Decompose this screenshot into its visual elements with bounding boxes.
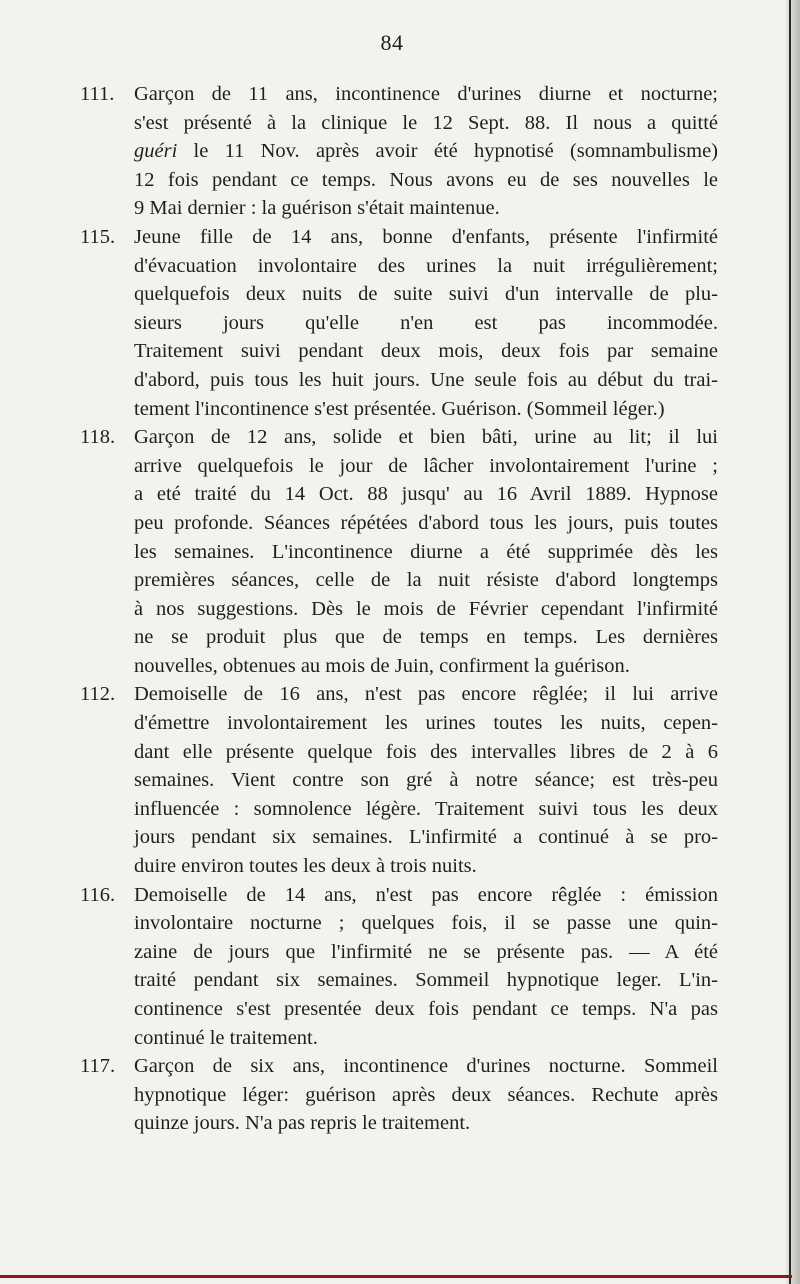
text-line: Demoiselle de 14 ans, n'est pas encore rêglée : émission [134, 883, 718, 906]
case-number: 111. [80, 83, 115, 105]
case-number: 117. [80, 1055, 116, 1078]
case-list [80, 80, 718, 1138]
case-entry [80, 223, 718, 423]
text-line: continence s'est presentée deux fois pendant ce temps. N'a pas [134, 998, 718, 1020]
text-line: traité pendant six semaines. Sommeil hypnotique leger. L'in- [134, 969, 718, 992]
page-number: 84 [380, 30, 404, 55]
text-line: 9 Mai dernier : la guérison s'était maintenue. [134, 197, 500, 220]
case-entry [80, 80, 718, 223]
case-number: 115. [80, 225, 116, 248]
text-line: d'émettre involontairement les urines toutes les nuits, cepen- [134, 712, 718, 735]
case-entry [80, 423, 718, 680]
text-line: premières séances, celle de la nuit résiste d'abord longtemps [134, 569, 718, 592]
text-line: a eté traité du 14 Oct. 88 jusqu' au 16 Avril 1889. Hypnose [134, 483, 718, 506]
italic-word: guéri [134, 140, 178, 163]
text-line: dant elle présente quelque fois des intervalles libres de 2 à 6 [134, 740, 718, 763]
text-line: zaine de jours que l'infirmité ne se présente pas. — A été [134, 940, 718, 963]
text-segment: le 11 Nov. après avoir été hypnotisé (somnambulisme) [177, 140, 718, 163]
case-entry [80, 1052, 718, 1138]
text-line: Garçon de 11 ans, incontinence d'urines diurne et nocturne; [134, 83, 718, 105]
text-line: quinze jours. N'a pas repris le traitement. [134, 1112, 471, 1135]
text-line: Garçon de 12 ans, solide et bien bâti, urine au lit; il lui [134, 426, 718, 449]
text-line: quelquefois deux nuits de suite suivi d'un intervalle de plu- [134, 283, 718, 306]
case-number: 112. [80, 683, 116, 706]
text-line: Jeune fille de 14 ans, bonne d'enfants, présente l'infirmité [134, 225, 718, 248]
text-line: arrive quelquefois le jour de lâcher involontairement l'urine ; [134, 454, 718, 477]
text-line: s'est présenté à la clinique le 12 Sept. 88. Il nous a quitté [134, 111, 718, 134]
case-number: 116. [80, 883, 116, 906]
text-line: 12 fois pendant ce temps. Nous avons eu de ses nouvelles le [134, 168, 718, 191]
text-line: Traitement suivi pendant deux mois, deux fois par semaine [134, 340, 718, 363]
text-line: peu profonde. Séances répétées d'abord tous les jours, puis toutes [134, 511, 718, 534]
text-line: tement l'incontinence s'est présentée. Guérison. (Sommeil léger.) [134, 397, 665, 420]
case-entry [80, 680, 718, 880]
text-line: jours pendant six semaines. L'infirmité a continué à se pro- [134, 826, 718, 849]
case-number: 118. [80, 426, 116, 449]
page-edge-line [789, 0, 791, 1284]
text-line [134, 137, 718, 166]
text-line: d'évacuation involontaire des urines la nuit irrégulièrement; [134, 254, 718, 277]
case-entry [80, 881, 718, 1053]
text-line: hypnotique léger: guérison après deux séances. Rechute après [134, 1083, 718, 1106]
text-line: les semaines. L'incontinence diurne a été supprimée dès les [134, 540, 718, 563]
text-line: sieurs jours qu'elle n'en est pas incommodée. [134, 311, 718, 334]
text-line: Garçon de six ans, incontinence d'urines nocturne. Sommeil [134, 1055, 718, 1078]
text-line: semaines. Vient contre son gré à notre séance; est très-peu [134, 769, 718, 792]
bottom-rule [0, 1275, 792, 1278]
text-line: ne se produit plus que de temps en temps. Les dernières [134, 626, 718, 649]
text-line: Demoiselle de 16 ans, n'est pas encore rêglée; il lui arrive [134, 683, 718, 706]
text-line: involontaire nocturne ; quelques fois, il se passe une quin- [134, 912, 718, 935]
text-line: influencée : somnolence légère. Traitement suivi tous les deux [134, 797, 718, 820]
text-line: continué le traitement. [134, 1026, 318, 1049]
text-line: duire environ toutes les deux à trois nuits. [134, 855, 477, 878]
text-line: nouvelles, obtenues au mois de Juin, confirment la guérison. [134, 654, 630, 677]
text-line: d'abord, puis tous les huit jours. Une seule fois au début du trai- [134, 368, 718, 391]
text-line: à nos suggestions. Dès le mois de Février cependant l'infirmité [134, 597, 718, 620]
